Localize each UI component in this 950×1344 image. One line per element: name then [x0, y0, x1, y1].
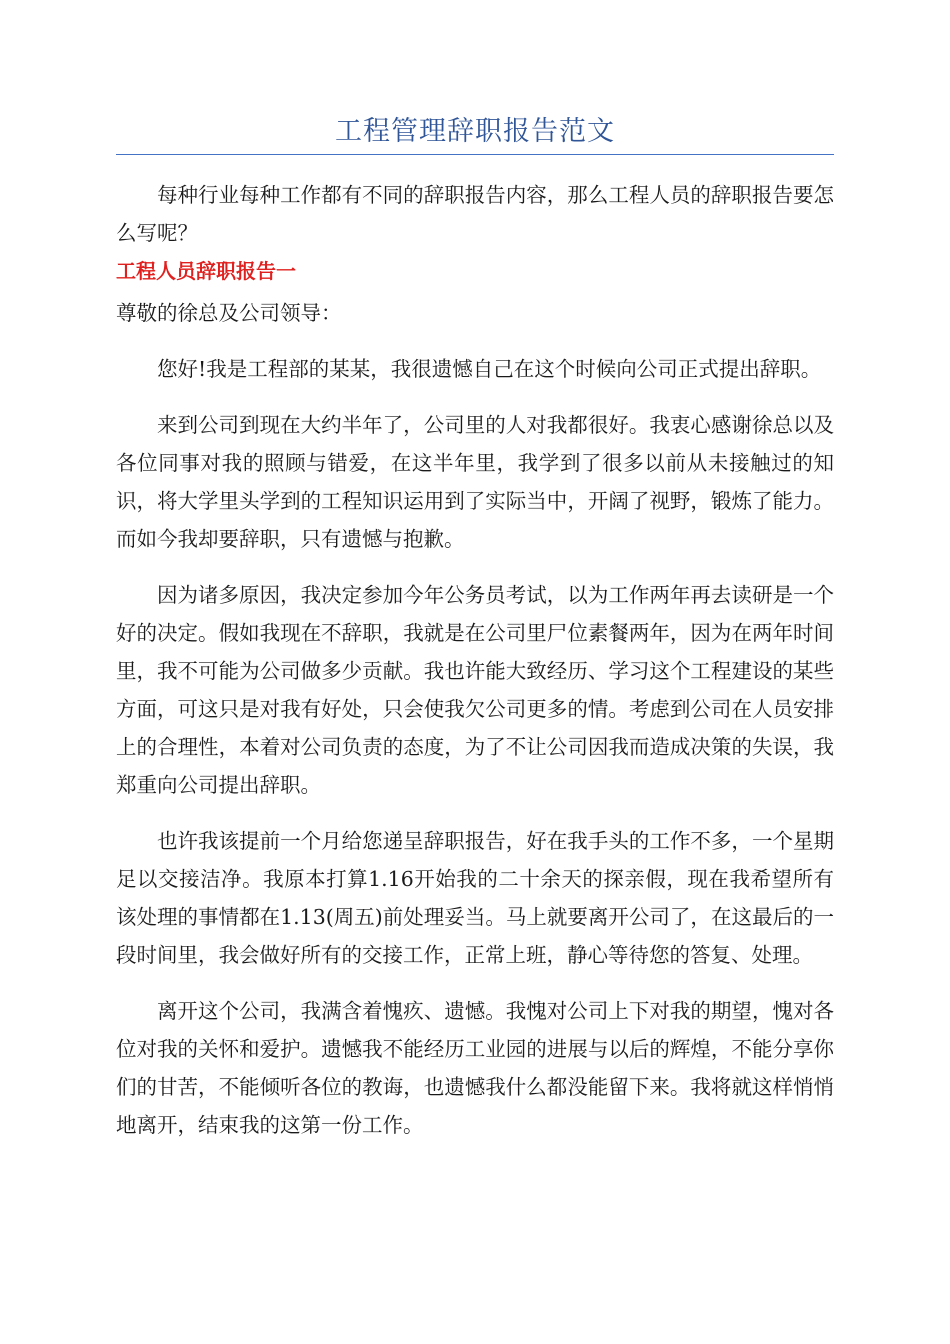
body-paragraph-2: 来到公司到现在大约半年了，公司里的人对我都很好。我衷心感谢徐总以及各位同事对我的照顾与错爱，在这半年里，我学到了很多以前从未接触过的知识，将大学里头学到的工程知识运用到了实际当中，开阔了视野，锻炼了能力。而如今我却要辞职，只有遗憾与抱歉。 — [116, 413, 834, 551]
document-body — [116, 176, 834, 1144]
body-paragraph-5: 离开这个公司，我满含着愧疚、遗憾。我愧对公司上下对我的期望，愧对各位对我的关怀和爱护。遗憾我不能经历工业园的进展与以后的辉煌，不能分享你们的甘苦，不能倾听各位的教诲，也遗憾我什么都没能留下来。我将就这样悄悄地离开，结束我的这第一份工作。 — [116, 999, 834, 1137]
section-heading: 工程人员辞职报告一 — [116, 259, 296, 283]
title-underline — [116, 154, 834, 155]
salutation: 尊敬的徐总及公司领导： — [116, 301, 342, 325]
document-title: 工程管理辞职报告范文 — [335, 116, 615, 147]
body-paragraph-3: 因为诸多原因，我决定参加今年公务员考试，以为工作两年再去读研是一个好的决定。假如我现在不辞职，我就是在公司里尸位素餐两年，因为在两年时间里，我不可能为公司做多少贡献。我也许能大致经历、学习这个工程建设的某些方面，可这只是对我有好处，只会使我欠公司更多的情。考虑到公司在人员安排上的合理性，本着对公司负责的态度，为了不让公司因我而造成决策的失误，我郑重向公司提出辞职。 — [116, 583, 834, 797]
intro-paragraph: 每种行业每种工作都有不同的辞职报告内容，那么工程人员的辞职报告要怎么写呢？ — [116, 183, 834, 245]
body-paragraph-4: 也许我该提前一个月给您递呈辞职报告，好在我手头的工作不多，一个星期足以交接洁净。我原本打算1.16开始我的二十余天的探亲假，现在我希望所有该处理的事情都在1.13(周五)前处理妥当。马上就要离开公司了，在这最后的一段时间里，我会做好所有的交接工作，正常上班，静心等待您的答复、处理。 — [116, 829, 834, 967]
body-paragraph-1: 您好!我是工程部的某某，我很遗憾自己在这个时候向公司正式提出辞职。 — [157, 357, 822, 381]
